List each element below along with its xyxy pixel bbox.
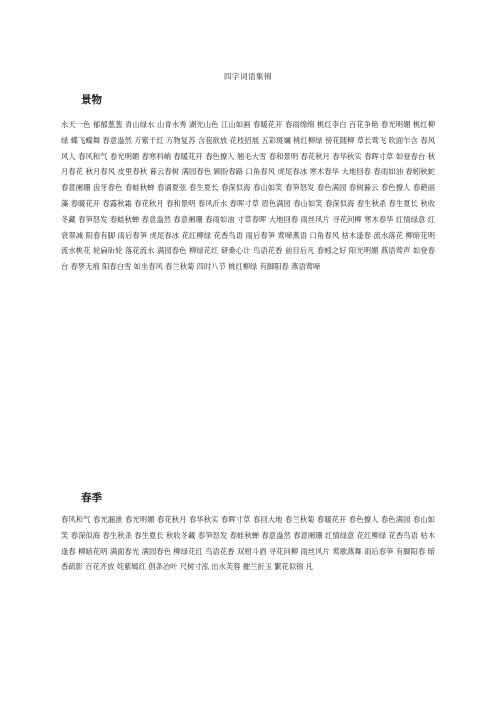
- section-text-spring: 春风和气 春光漏泄 春光明媚 春花秋月 春华秋实 春晖寸草 春回大地 春兰秋菊 春暖花开 春色撩人 春色满园 春山如笑 春深似海 春生秋杀 春生夏长 秋收冬藏 春笋怒发 春蛙秋蝉 春意盎然 春意阑珊 红情绿意 花红柳绿 花香鸟语 枯木逢春 柳暗花明 满面春光 满园春色 柳绿花红 鸟语花香 双柑斗酒 寻花问柳 雨丝风片 莺歌燕舞 雨后春笋 有脚阳春 暗香疏影 百花齐放 姹紫嫣红 倡条冶叶 尺树寸泓 出水芙蓉 摧兰折玉 繁花似锦 凡: [61, 515, 435, 572]
- section-text-scenery: 水天一色 郁郁葱葱 青山绿水 山青水秀 湖光山色 江山如画 春暖花开 春雨绵绵 桃红李白 百花争艳 春光明媚 桃红柳绿 蝶飞蝶舞 春意盎然 万紫千红 万物复苏 含苞欲放 花枝招展 五彩斑斓 桃红柳绿 傍花随柳 草长莺飞 吹面乍含 春风风人 春风和气 春光明媚 春寒料峭 春暖花开 春色撩人 翘毛大雪 春和景明 春花秋月 春华秋实 春晖寸草 如登春台 秋月春花 秋月春风 皮里春秋 暮云春树 满园春色 顾盼春路 口角春风 虎尾春冰 寒木春华 大地回春 春雨如油 春蚓秋蛇 春意阑珊 齿牙春色 春蛙秋蝉 春诵夏弦 春生夏长 春深似海 春山如笑 春笋怒发 春色满园 春树暮云 春色撩人 春葩丽藻 春暖花开 春露秋霜 春花秋月 春和景明 春风沂水 春晖寸草 眉色满园 春山如笑 春深似海 春生秋杀 春生夏长 秋收冬藏 春笋怒发 春蛙秋蝉 春意盎然 春意阑珊 春雨如油 寸草春晖 大地回春 雨丝风片 寻花问柳 寒木春华 红情绿意 红衰翠减 阳春有脚 雨后春笋 虎尾春冰 花红柳绿 花香鸟语 雨后春笋 莺啼燕语 口角春风 枯木逢春 流水落花 柳暗花明 流水桃花 轮扁斫轮 落花流水 满园春色 柳绿花红 研桑心计 鸟语花香 前目后凡 春蚓之好 阳光明媚 燕语莺声 如登春台 春梦无痕 阳春白雪 如坐春风 春兰秋菊 四时八节 桃红柳绿 有脚阳春 燕语莺啼: [61, 120, 435, 272]
- section-heading-spring: 春季: [81, 492, 102, 504]
- section-heading-scenery: 景物: [81, 94, 102, 106]
- document-title: 四字词语集锦: [224, 72, 272, 81]
